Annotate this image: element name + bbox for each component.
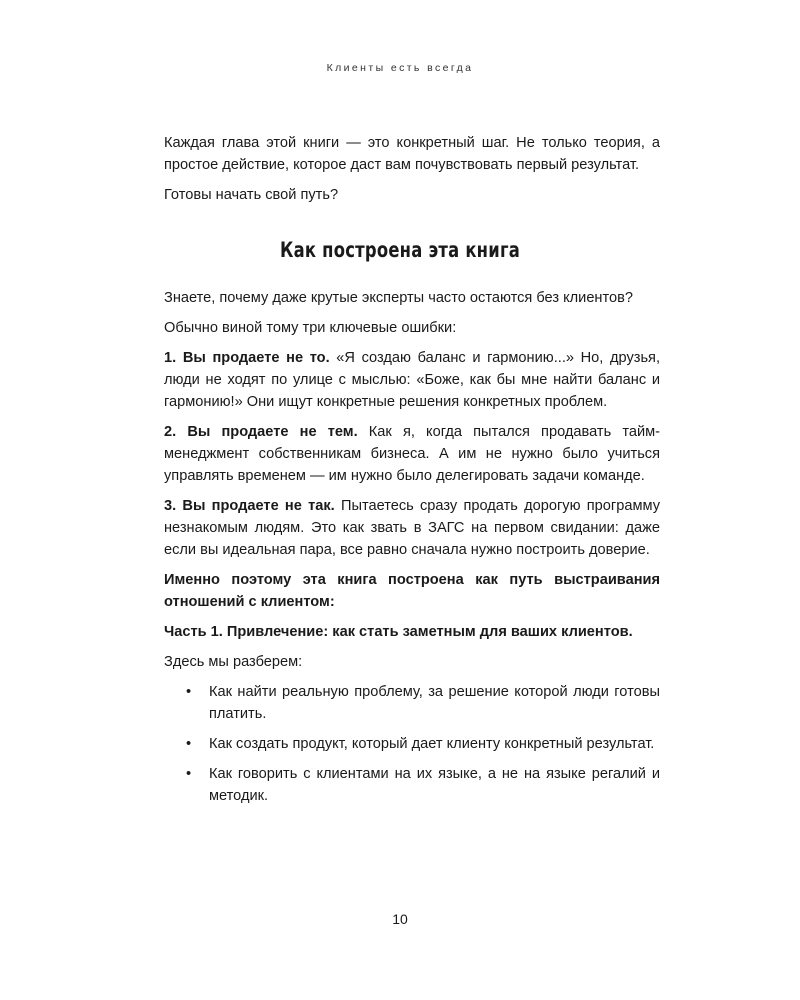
section-paragraph-question: Знаете, почему даже крутые эксперты часто остаются без клиентов? <box>164 290 634 306</box>
mistake-item <box>164 347 660 413</box>
running-header: Клиенты есть всегда <box>326 62 474 74</box>
mistake-lead: 2. Вы продаете не тем. <box>164 424 358 440</box>
bullet-icon: • <box>186 684 192 700</box>
section-paragraph-mistakes-intro: Обычно виной тому три ключевые ошибки: <box>164 320 457 336</box>
section-body <box>164 287 660 815</box>
section-title: Как построена эта книга <box>279 238 521 262</box>
mistake-text: Как я, когда пытался продавать тайм-менеджмент собственникам бизнеса. А им не нужно было учиться управлять временем — им нужно было делегировать задачи команде. <box>164 424 660 484</box>
mistake-item <box>164 421 660 487</box>
structure-statement-text: Именно поэтому эта книга построена как путь выстраивания отношений с клиентом: <box>164 572 660 610</box>
intro-paragraph: Каждая глава этой книги — это конкретный шаг. Не только теория, а простое действие, которое даст вам почувствовать первый результат. <box>164 135 660 173</box>
page-number: 10 <box>392 911 408 927</box>
mistake-item <box>164 495 660 561</box>
mistake-text: Пытаетесь сразу продать дорогую программу незнакомым людям. Это как звать в ЗАГС на первом свидании: даже если вы идеальная пара, все равно сначала нужно построить доверие. <box>164 498 660 558</box>
part1-intro: Здесь мы разберем: <box>164 654 303 670</box>
bullet-icon: • <box>186 766 192 782</box>
part1-heading-text: Часть 1. Привлечение: как стать заметным для ваших клиентов. <box>164 624 633 640</box>
list-item-text: Как создать продукт, который дает клиенту конкретный результат. <box>209 736 655 752</box>
mistake-text: «Я создаю баланс и гармонию...» Но, друзья, люди не ходят по улице с мыслью: «Боже, как бы мне найти баланс и гармонию!» Они ищут конкретные решения конкретных проблем. <box>164 350 661 410</box>
intro-block <box>164 132 660 214</box>
part1-heading <box>164 621 660 643</box>
list-item-text: Как найти реальную проблему, за решение которой люди готовы платить. <box>209 684 660 722</box>
structure-statement <box>164 569 660 613</box>
list-item-text: Как говорить с клиентами на их языке, а не на языке регалий и методик. <box>209 766 660 804</box>
list-item <box>164 763 660 807</box>
mistake-lead: 3. Вы продаете не так. <box>164 498 335 514</box>
bullet-icon: • <box>186 736 192 752</box>
list-item <box>164 681 660 725</box>
mistake-lead: 1. Вы продаете не то. <box>164 350 330 366</box>
list-item <box>164 733 660 755</box>
intro-question: Готовы начать свой путь? <box>164 187 339 203</box>
part1-list <box>164 681 660 807</box>
